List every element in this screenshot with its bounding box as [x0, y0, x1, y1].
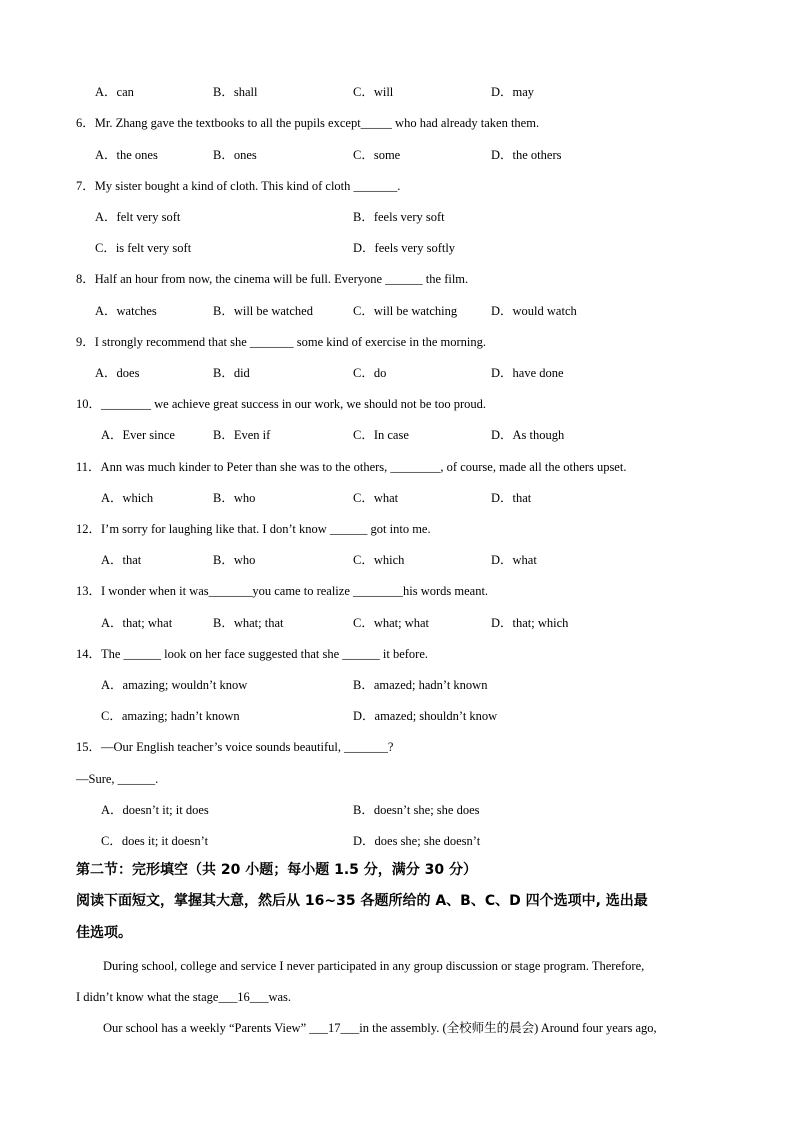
q11-option-d: D．that: [491, 491, 532, 505]
q14-option-b: B．amazed; hadn’t known: [353, 678, 488, 692]
q9-option-d: D．have done: [491, 366, 564, 380]
q15-option-b: B．doesn’t she; she does: [353, 803, 480, 817]
q8-option-a: A．watches: [95, 304, 157, 318]
q6-option-d: D．the others: [491, 148, 562, 162]
q9-option-a: A．does: [95, 366, 140, 380]
q4-option-b: B．shall: [213, 85, 258, 99]
section-instruction-line1: 阅读下面短文，掌握其大意，然后从 16~35 各题所给的 A、B、C、D 四个选项中, 选出最: [76, 893, 648, 909]
q15-stem: 15．—Our English teacher’s voice sounds beautiful, _______?: [76, 740, 394, 754]
q11-stem: 11．Ann was much kinder to Peter than she was to the others, ________, of course, made all the others upset.: [76, 460, 627, 474]
q8-option-b: B．will be watched: [213, 304, 313, 318]
q13-option-c: C．what; what: [353, 616, 430, 630]
q12-stem: 12．I’m sorry for laughing like that. I don’t know ______ got into me.: [76, 522, 431, 536]
q7-stem: 7．My sister bought a kind of cloth. This kind of cloth _______.: [76, 179, 401, 193]
q4-option-c: C．will: [353, 85, 394, 99]
q15-reply: —Sure, ______.: [76, 772, 159, 786]
blank-16: ___16___: [218, 990, 269, 1004]
passage-line3-end: in the assembly. (全校师生的晨会) Around four years ago,: [359, 1021, 657, 1035]
q6-option-c: C．some: [353, 148, 401, 162]
q14-option-a: A．amazing; wouldn’t know: [101, 678, 248, 692]
q8-option-c: C．will be watching: [353, 304, 458, 318]
q6-option-a: A．the ones: [95, 148, 158, 162]
q9-stem: 9．I strongly recommend that she _______ some kind of exercise in the morning.: [76, 335, 486, 349]
q10-stem: 10．________ we achieve great success in our work, we should not be too proud.: [76, 397, 486, 411]
q10-option-c: C．In case: [353, 428, 409, 442]
passage-line2-end: was.: [268, 990, 292, 1004]
passage-line1: During school, college and service I never participated in any group discussion or stage program. Therefore,: [103, 959, 645, 973]
q7-option-d: D．feels very softly: [353, 241, 456, 255]
q12-option-b: B．who: [213, 553, 256, 567]
q14-option-c: C．amazing; hadn’t known: [101, 709, 240, 723]
q9-option-c: C．do: [353, 366, 387, 380]
q13-option-b: B．what; that: [213, 616, 284, 630]
q11-option-a: A．which: [101, 491, 154, 505]
q12-option-d: D．what: [491, 553, 537, 567]
q7-option-b: B．feels very soft: [353, 210, 445, 224]
q14-stem: 14．The ______ look on her face suggested that she ______ it before.: [76, 647, 428, 661]
q7-option-a: A．felt very soft: [95, 210, 181, 224]
q7-option-c: C．is felt very soft: [95, 241, 192, 255]
section-title: 第二节：完形填空（共 20 小题；每小题 1.5 分，满分 30 分）: [76, 862, 478, 878]
q11-option-c: C．what: [353, 491, 399, 505]
passage-line3: [103, 1020, 753, 1036]
q13-option-d: D．that; which: [491, 616, 569, 630]
q15-option-a: A．doesn’t it; it does: [101, 803, 209, 817]
q10-option-b: B．Even if: [213, 428, 271, 442]
q14-option-d: D．amazed; shouldn’t know: [353, 709, 498, 723]
q6-option-b: B．ones: [213, 148, 257, 162]
section-instruction-line2: 佳选项。: [76, 925, 132, 941]
q4-option-a: A．can: [95, 85, 134, 99]
q10-option-a: A．Ever since: [101, 428, 175, 442]
q12-option-a: A．that: [101, 553, 142, 567]
q8-option-d: D．would watch: [491, 304, 577, 318]
q4-option-d: D．may: [491, 85, 535, 99]
q8-stem: 8．Half an hour from now, the cinema will be full. Everyone ______ the film.: [76, 272, 469, 286]
q9-option-b: B．did: [213, 366, 250, 380]
q15-option-d: D．does she; she doesn’t: [353, 834, 481, 848]
q10-option-d: D．As though: [491, 428, 565, 442]
q15-option-c: C．does it; it doesn’t: [101, 834, 209, 848]
q12-option-c: C．which: [353, 553, 405, 567]
blank-17: ___17___: [309, 1021, 360, 1035]
passage-line2-text: I didn’t know what the stage: [76, 990, 219, 1004]
q6-stem: 6．Mr. Zhang gave the textbooks to all the pupils except_____ who had already taken them.: [76, 116, 540, 130]
passage-line2: [76, 989, 726, 1005]
q11-option-b: B．who: [213, 491, 256, 505]
passage-line3-text: Our school has a weekly “Parents View”: [103, 1021, 310, 1035]
q13-stem: 13．I wonder when it was_______you came to realize ________his words meant.: [76, 584, 489, 598]
q13-option-a: A．that; what: [101, 616, 173, 630]
